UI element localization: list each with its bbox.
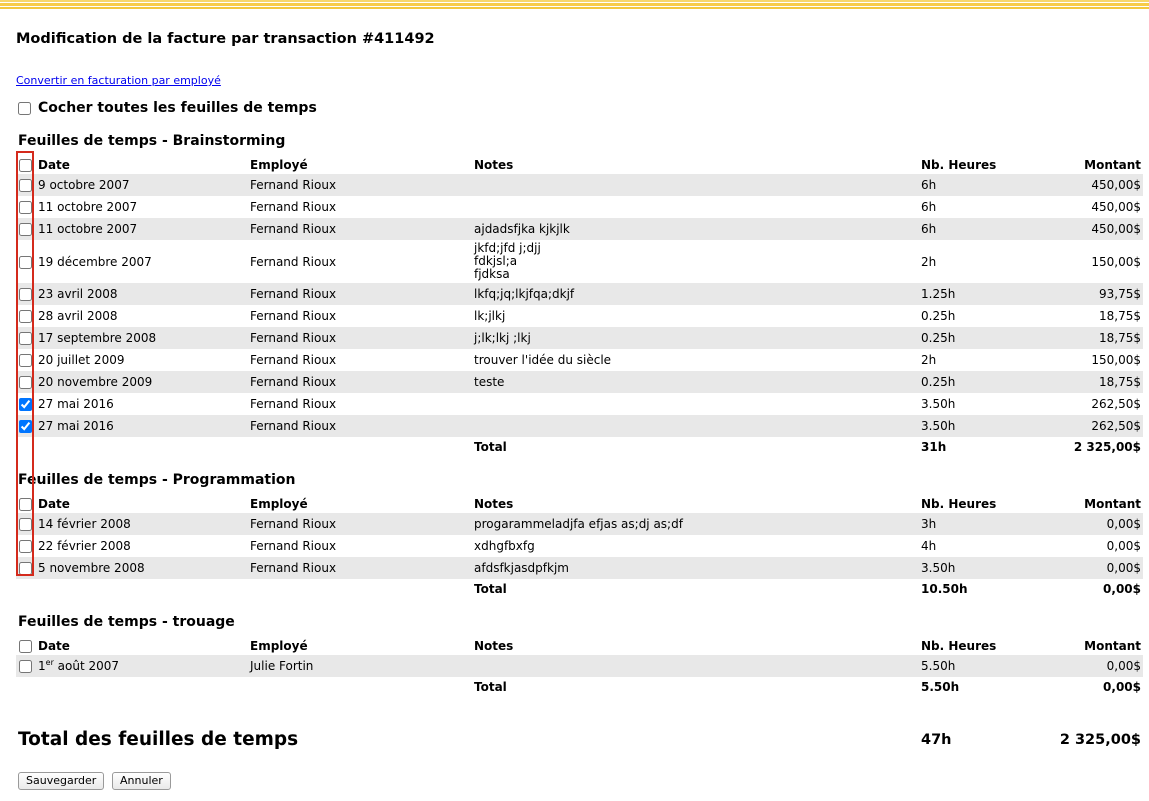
section-title-brainstorming: Feuilles de temps - Brainstorming (18, 133, 286, 149)
section-total-amount: 0,00$ (1103, 679, 1141, 694)
total-spacer (250, 437, 474, 456)
column-header-employee: Employé (250, 638, 308, 653)
table-row (16, 655, 1143, 677)
table-row (16, 305, 1143, 327)
row-amount: 0,00$ (1041, 655, 1143, 677)
timesheet-table-trouage (16, 636, 1143, 696)
row-employee: Fernand Rioux (250, 283, 474, 305)
total-spacer (38, 677, 250, 696)
row-hours: 2h (921, 353, 937, 367)
column-header-amount: Montant (1084, 638, 1141, 653)
table-row (16, 174, 1143, 196)
section-total-amount: 2 325,00$ (1073, 439, 1141, 454)
column-header-hours: Nb. Heures (921, 496, 997, 511)
row-employee: Fernand Rioux (250, 353, 337, 367)
column-header-hours: Nb. Heures (921, 157, 997, 172)
row-checkbox[interactable] (19, 332, 32, 345)
row-amount: 18,75$ (1099, 309, 1141, 323)
total-spacer (16, 579, 38, 598)
row-notes-line: lkfq;jq;lkjfqa;dkjf (474, 286, 575, 301)
section-total-label: Total (474, 581, 507, 596)
row-checkbox[interactable] (19, 288, 32, 301)
row-notes-line: lk;jlkj (474, 308, 506, 323)
row-date: 17 septembre 2008 (38, 327, 250, 349)
row-notes (474, 371, 921, 393)
row-hours: 3.50h (921, 557, 1041, 579)
row-checkbox-cell (16, 283, 38, 305)
row-checkbox[interactable] (19, 398, 32, 411)
row-checkbox-cell (16, 557, 38, 579)
row-notes (474, 655, 921, 677)
section-title-programmation: Feuilles de temps - Programmation (18, 472, 296, 488)
cancel-button[interactable]: Annuler (112, 772, 171, 790)
row-checkbox[interactable] (19, 562, 32, 575)
column-header-notes: Notes (474, 157, 514, 172)
row-hours: 0.25h (921, 327, 1041, 349)
column-header-amount: Montant (1084, 157, 1141, 172)
row-checkbox-cell (16, 393, 38, 415)
row-checkbox-cell (16, 196, 38, 218)
row-notes (474, 174, 921, 196)
top-stripe (0, 0, 1149, 9)
table-row (16, 327, 1143, 349)
row-amount: 93,75$ (1041, 283, 1143, 305)
section-total-label: Total (474, 439, 507, 454)
row-notes (474, 327, 921, 349)
row-employee: Fernand Rioux (250, 309, 337, 323)
table-row (16, 218, 1143, 240)
grand-total-label: Total des feuilles de temps (18, 729, 299, 750)
row-employee: Julie Fortin (250, 655, 474, 677)
row-checkbox-cell (16, 327, 38, 349)
column-header-amount: Montant (1084, 496, 1141, 511)
row-employee: Fernand Rioux (250, 174, 474, 196)
total-spacer (250, 677, 474, 696)
table-row (16, 196, 1143, 218)
table-row (16, 393, 1143, 415)
row-hours: 3h (921, 513, 1041, 535)
row-notes-line: afdsfkjasdpfkjm (474, 560, 569, 575)
row-hours: 3.50h (921, 397, 956, 411)
table-row (16, 283, 1143, 305)
row-employee: Fernand Rioux (250, 327, 474, 349)
row-date: 11 octobre 2007 (38, 218, 250, 240)
section-total-label: Total (474, 679, 507, 694)
row-notes (474, 283, 921, 305)
section-check-all-checkbox[interactable] (19, 159, 32, 172)
check-all-checkbox[interactable] (18, 102, 31, 115)
row-notes-line: jkfd;jfd j;djj (474, 241, 541, 255)
row-amount: 262,50$ (1041, 415, 1143, 437)
section-total-amount: 0,00$ (1103, 581, 1141, 596)
row-checkbox-cell (16, 174, 38, 196)
row-checkbox-cell (16, 218, 38, 240)
row-date (38, 655, 250, 677)
row-amount: 0,00$ (1041, 557, 1143, 579)
row-amount: 18,75$ (1041, 327, 1143, 349)
row-notes-line: fjdksa (474, 267, 510, 281)
row-date: 9 octobre 2007 (38, 174, 250, 196)
convert-billing-link[interactable]: Convertir en facturation par employé (16, 74, 221, 87)
table-header-row (16, 494, 1143, 513)
table-row (16, 240, 1143, 283)
row-notes (474, 513, 921, 535)
header-checkbox-cell (16, 155, 38, 174)
row-amount: 0,00$ (1106, 539, 1141, 553)
row-date: 28 avril 2008 (38, 309, 118, 323)
section-total-row (16, 437, 1143, 456)
row-notes-line: xdhgfbxfg (474, 538, 535, 553)
table-header-row (16, 155, 1143, 174)
row-hours: 1.25h (921, 283, 1041, 305)
row-date: 5 novembre 2008 (38, 557, 250, 579)
row-date: 23 avril 2008 (38, 283, 250, 305)
row-checkbox-cell (16, 240, 38, 283)
row-hours: 6h (921, 174, 1041, 196)
row-employee: Fernand Rioux (250, 415, 474, 437)
row-date: 20 novembre 2009 (38, 371, 250, 393)
row-notes-line: ajdadsfjka kjkjlk (474, 221, 570, 236)
section-check-all-checkbox[interactable] (19, 640, 32, 653)
total-spacer (16, 677, 38, 696)
row-notes (474, 393, 921, 415)
total-spacer (38, 579, 250, 598)
timesheet-table-brainstorming (16, 155, 1143, 456)
row-notes (474, 349, 921, 371)
timesheet-table-programmation (16, 494, 1143, 598)
column-header-date: Date (38, 638, 70, 653)
column-header-hours: Nb. Heures (921, 638, 997, 653)
total-spacer (250, 579, 474, 598)
row-date: 27 mai 2016 (38, 397, 114, 411)
row-date: 11 octobre 2007 (38, 200, 138, 214)
table-row (16, 415, 1143, 437)
row-checkbox-cell (16, 305, 38, 327)
row-hours: 6h (921, 200, 937, 214)
row-amount: 18,75$ (1041, 371, 1143, 393)
section-total-hours: 10.50h (921, 581, 968, 596)
row-hours: 3.50h (921, 415, 1041, 437)
row-notes-line: fdkjsl;a (474, 254, 518, 268)
row-date-day: 1 (38, 659, 46, 673)
header-checkbox-cell (16, 636, 38, 655)
row-amount: 150,00$ (1091, 353, 1141, 367)
row-hours: 5.50h (921, 655, 1041, 677)
row-notes (474, 535, 921, 557)
row-employee: Fernand Rioux (250, 557, 474, 579)
row-checkbox-cell (16, 513, 38, 535)
row-notes-line: teste (474, 374, 505, 389)
row-checkbox-cell (16, 655, 38, 677)
row-date-rest: août 2007 (53, 659, 120, 673)
column-header-employee: Employé (250, 496, 308, 511)
column-header-date: Date (38, 157, 70, 172)
row-employee: Fernand Rioux (250, 218, 474, 240)
row-checkbox[interactable] (19, 420, 32, 433)
row-checkbox[interactable] (19, 540, 32, 553)
table-row (16, 557, 1143, 579)
section-total-row (16, 579, 1143, 598)
row-checkbox-cell (16, 371, 38, 393)
column-header-notes: Notes (474, 496, 514, 511)
row-checkbox[interactable] (19, 310, 32, 323)
row-checkbox[interactable] (19, 376, 32, 389)
table-row (16, 371, 1143, 393)
check-all-timesheets[interactable] (16, 100, 317, 116)
row-date: 20 juillet 2009 (38, 353, 125, 367)
check-all-label: Cocher toutes les feuilles de temps (38, 100, 317, 116)
row-notes (474, 240, 921, 283)
row-amount: 450,00$ (1041, 174, 1143, 196)
row-date: 27 mai 2016 (38, 415, 250, 437)
row-amount: 0,00$ (1041, 513, 1143, 535)
row-employee: Fernand Rioux (250, 200, 337, 214)
row-employee: Fernand Rioux (250, 539, 337, 553)
row-notes-line: j;lk;lkj ;lkj (474, 330, 531, 345)
column-header-employee: Employé (250, 157, 308, 172)
row-hours: 0.25h (921, 371, 1041, 393)
row-hours: 2h (921, 254, 937, 269)
row-checkbox[interactable] (19, 256, 32, 269)
section-check-all-checkbox[interactable] (19, 498, 32, 511)
save-button[interactable]: Sauvegarder (18, 772, 104, 790)
row-date: 22 février 2008 (38, 539, 131, 553)
row-amount: 450,00$ (1041, 218, 1143, 240)
row-notes (474, 196, 921, 218)
total-spacer (38, 437, 250, 456)
row-checkbox-cell (16, 535, 38, 557)
row-hours: 6h (921, 218, 1041, 240)
row-hours: 4h (921, 539, 937, 553)
section-title-trouage: Feuilles de temps - trouage (18, 614, 235, 630)
grand-total-hours: 47h (921, 732, 952, 748)
row-employee: Fernand Rioux (250, 254, 337, 269)
row-date: 14 février 2008 (38, 513, 250, 535)
row-notes (474, 557, 921, 579)
row-notes-line: progarammeladjfa efjas as;dj as;df (474, 516, 683, 531)
row-checkbox[interactable] (19, 660, 32, 673)
row-checkbox[interactable] (19, 201, 32, 214)
row-notes-line: trouver l'idée du siècle (474, 352, 612, 367)
row-checkbox[interactable] (19, 518, 32, 531)
row-date-ordinal: er (45, 658, 54, 667)
row-amount: 262,50$ (1091, 397, 1141, 411)
page-title: Modification de la facture par transaction #411492 (16, 31, 435, 47)
table-row (16, 349, 1143, 371)
section-total-hours: 31h (921, 439, 947, 454)
row-employee: Fernand Rioux (250, 371, 474, 393)
row-hours: 0.25h (921, 309, 956, 323)
row-checkbox-cell (16, 415, 38, 437)
row-checkbox[interactable] (19, 354, 32, 367)
row-amount: 450,00$ (1091, 200, 1141, 214)
row-date: 19 décembre 2007 (38, 254, 152, 269)
column-header-date: Date (38, 496, 70, 511)
row-checkbox[interactable] (19, 223, 32, 236)
row-notes (474, 415, 921, 437)
total-spacer (16, 437, 38, 456)
column-header-notes: Notes (474, 638, 514, 653)
row-amount: 150,00$ (1091, 254, 1141, 269)
header-checkbox-cell (16, 494, 38, 513)
table-row (16, 535, 1143, 557)
row-employee: Fernand Rioux (250, 513, 474, 535)
row-checkbox-cell (16, 349, 38, 371)
row-employee: Fernand Rioux (250, 397, 337, 411)
grand-total-amount: 2 325,00$ (1059, 732, 1141, 748)
row-notes (474, 218, 921, 240)
row-checkbox[interactable] (19, 179, 32, 192)
table-row (16, 513, 1143, 535)
section-total-row (16, 677, 1143, 696)
grand-total (18, 729, 1143, 753)
row-notes (474, 305, 921, 327)
table-header-row (16, 636, 1143, 655)
section-total-hours: 5.50h (921, 679, 960, 694)
